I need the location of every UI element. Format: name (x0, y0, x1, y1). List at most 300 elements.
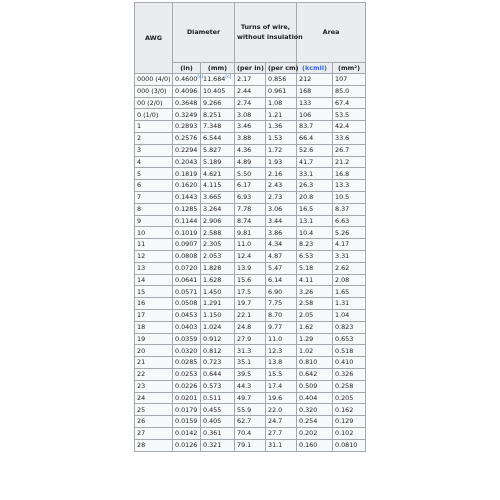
cell-value: 1.31 (335, 299, 350, 308)
cell-value: 0.3648 (175, 98, 198, 107)
table-row (135, 309, 366, 321)
cell-value: 8.23 (299, 240, 314, 249)
cell-value: 8.37 (335, 204, 350, 213)
cell-mm2 (333, 416, 366, 428)
cell-mm (201, 357, 235, 369)
cell-value: 55.9 (237, 405, 252, 414)
cell-per-cm (266, 97, 297, 109)
cell-value: 66.4 (299, 134, 314, 143)
table-row (135, 392, 366, 404)
cell-value: 1.628 (203, 275, 222, 284)
cell-awg (135, 109, 173, 121)
cell-value: 35.1 (237, 358, 252, 367)
cell-value: 27 (137, 429, 146, 438)
cell-per-cm (266, 286, 297, 298)
cell-value: 14 (137, 275, 146, 284)
cell-per-cm (266, 132, 297, 144)
cell-mm (201, 286, 235, 298)
cell-value: 0.0179 (175, 405, 198, 414)
cell-mm2 (333, 156, 366, 168)
cell-kcmil (297, 74, 333, 86)
cell-value: 133 (299, 98, 312, 107)
cell-in (173, 345, 201, 357)
cell-value: 85.0 (335, 86, 350, 95)
cell-value: 00 (2/0) (137, 98, 163, 107)
cell-value: 8 (137, 204, 142, 213)
cell-kcmil (297, 191, 333, 203)
cell-mm2 (333, 250, 366, 262)
cell-per-in (235, 250, 266, 262)
cell-value: 5 (137, 169, 142, 178)
cell-value: 3.264 (203, 204, 222, 213)
cell-awg (135, 321, 173, 333)
cell-value: 0.0253 (175, 370, 198, 379)
cell-kcmil (297, 427, 333, 439)
cell-value: 4.115 (203, 181, 222, 190)
cell-value: 0.0453 (175, 311, 198, 320)
cell-awg (135, 168, 173, 180)
table-row (135, 180, 366, 192)
cell-kcmil (297, 132, 333, 144)
cell-mm2 (333, 85, 366, 97)
header-awg: AWG (135, 3, 173, 74)
cell-mm (201, 321, 235, 333)
cell-mm2 (333, 191, 366, 203)
cell-awg (135, 203, 173, 215)
cell-value: 1.53 (268, 134, 283, 143)
cell-value: 0 (1/0) (137, 110, 159, 119)
cell-value: 8.74 (237, 216, 252, 225)
cell-value: 4.621 (203, 169, 222, 178)
cell-mm2 (333, 132, 366, 144)
table-row (135, 109, 366, 121)
cell-mm2 (333, 298, 366, 310)
cell-value: 2.74 (237, 98, 252, 107)
cell-value: 13.8 (268, 358, 283, 367)
cell-kcmil (297, 345, 333, 357)
table-row (135, 427, 366, 439)
cell-value: 6.93 (237, 193, 252, 202)
table-body (135, 74, 366, 452)
cell-value: 2.16 (268, 169, 283, 178)
cell-value: 4.89 (237, 157, 252, 166)
table-row (135, 215, 366, 227)
cell-value: 67.4 (335, 98, 350, 107)
cell-value: 0.1144 (175, 216, 198, 225)
cell-awg (135, 227, 173, 239)
cell-in (173, 132, 201, 144)
cell-value: 17 (137, 311, 146, 320)
cell-value: 3.665 (203, 193, 222, 202)
cell-value: 24.7 (268, 417, 283, 426)
cell-in (173, 250, 201, 262)
cell-mm (201, 427, 235, 439)
cell-mm (201, 404, 235, 416)
cell-value: 9.77 (268, 322, 283, 331)
cell-value: 2.588 (203, 228, 222, 237)
footnote-link[interactable]: [c] (197, 75, 204, 81)
cell-per-cm (266, 144, 297, 156)
cell-value: 0.2576 (175, 134, 198, 143)
awg-table-container (134, 2, 365, 452)
cell-mm (201, 144, 235, 156)
cell-in (173, 203, 201, 215)
cell-value: 53.5 (335, 110, 350, 119)
cell-in (173, 274, 201, 286)
cell-value: 0.810 (299, 358, 318, 367)
cell-value: 2.05 (299, 311, 314, 320)
cell-value: 19.7 (237, 299, 252, 308)
cell-kcmil (297, 404, 333, 416)
cell-mm (201, 309, 235, 321)
cell-per-in (235, 203, 266, 215)
cell-awg (135, 439, 173, 451)
cell-per-cm (266, 309, 297, 321)
cell-value: 9 (137, 216, 142, 225)
cell-value: 0.4096 (175, 86, 198, 95)
cell-kcmil (297, 109, 333, 121)
cell-in (173, 262, 201, 274)
cell-value: 2.43 (268, 181, 283, 190)
cell-awg (135, 357, 173, 369)
cell-value: 5.18 (299, 263, 314, 272)
footnote-link[interactable]: [c] (225, 75, 232, 81)
cell-value: 0.4600 (175, 75, 198, 84)
cell-value: 5.26 (335, 228, 350, 237)
cell-value: 33.6 (335, 134, 350, 143)
cell-awg (135, 427, 173, 439)
cell-value: 20 (137, 346, 146, 355)
cell-kcmil (297, 368, 333, 380)
cell-value: 0.0201 (175, 393, 198, 402)
cell-value: 0.205 (335, 393, 354, 402)
cell-value: 8.251 (203, 110, 222, 119)
cell-awg (135, 298, 173, 310)
cell-value: 10 (137, 228, 146, 237)
cell-value: 0.511 (203, 393, 222, 402)
cell-value: 41.7 (299, 157, 314, 166)
cell-kcmil (297, 250, 333, 262)
cell-value: 33.1 (299, 169, 314, 178)
cell-mm (201, 121, 235, 133)
cell-value: 0.0159 (175, 417, 198, 426)
cell-value: 7 (137, 193, 142, 202)
cell-value: 27.9 (237, 334, 252, 343)
cell-value: 1.828 (203, 263, 222, 272)
cell-in (173, 321, 201, 333)
cell-value: 39.5 (237, 370, 252, 379)
cell-in (173, 215, 201, 227)
table-row (135, 404, 366, 416)
cell-mm2 (333, 368, 366, 380)
cell-mm (201, 156, 235, 168)
header-area: Area (297, 3, 366, 63)
cell-in (173, 439, 201, 451)
header-turns-line2: without insulation (237, 32, 303, 41)
cell-value: 5.50 (237, 169, 252, 178)
cell-mm2 (333, 286, 366, 298)
cell-awg (135, 74, 173, 86)
cell-value: 22.0 (268, 405, 283, 414)
cell-value: 000 (3/0) (137, 86, 167, 95)
cell-mm2 (333, 74, 366, 86)
table-row (135, 298, 366, 310)
cell-mm2 (333, 274, 366, 286)
cell-mm (201, 203, 235, 215)
cell-mm2 (333, 180, 366, 192)
cell-awg (135, 404, 173, 416)
cell-value: 2.906 (203, 216, 222, 225)
awg-wire-gauge-table (134, 2, 366, 452)
cell-mm2 (333, 380, 366, 392)
cell-mm2 (333, 262, 366, 274)
cell-value: 5.47 (268, 263, 283, 272)
cell-value: 0.2043 (175, 157, 198, 166)
cell-value: 17.4 (268, 381, 283, 390)
cell-in (173, 333, 201, 345)
cell-value: 0.321 (203, 440, 222, 449)
cell-kcmil (297, 357, 333, 369)
cell-value: 0.254 (299, 417, 318, 426)
cell-mm (201, 215, 235, 227)
cell-value: 106 (299, 110, 312, 119)
cell-in (173, 109, 201, 121)
cell-in (173, 286, 201, 298)
cell-value: 3.86 (268, 228, 283, 237)
cell-value: 0.573 (203, 381, 222, 390)
cell-mm2 (333, 392, 366, 404)
cell-value: 7.348 (203, 122, 222, 131)
cell-in (173, 227, 201, 239)
cell-in (173, 144, 201, 156)
cell-per-in (235, 404, 266, 416)
cell-awg (135, 333, 173, 345)
cell-value: 2.44 (237, 86, 252, 95)
cell-in (173, 392, 201, 404)
cell-kcmil (297, 227, 333, 239)
cell-value: 6.544 (203, 134, 222, 143)
table-row (135, 85, 366, 97)
cell-value: 6 (137, 181, 142, 190)
cell-mm2 (333, 109, 366, 121)
cell-per-in (235, 215, 266, 227)
cell-per-cm (266, 239, 297, 251)
table-row (135, 380, 366, 392)
cell-awg (135, 345, 173, 357)
cell-value: 79.1 (237, 440, 252, 449)
cell-mm2 (333, 404, 366, 416)
cell-in (173, 74, 204, 86)
cell-value: 9.81 (237, 228, 252, 237)
cell-per-cm (266, 368, 297, 380)
cell-mm2 (333, 357, 366, 369)
table-row (135, 250, 366, 262)
table-row (135, 368, 366, 380)
cell-value: 21 (137, 358, 146, 367)
cell-awg (135, 368, 173, 380)
cell-per-in (235, 345, 266, 357)
cell-value: 0.202 (299, 429, 318, 438)
cell-mm (201, 439, 235, 451)
cell-mm (201, 227, 235, 239)
cell-value: 0.0359 (175, 334, 198, 343)
cell-per-cm (266, 191, 297, 203)
cell-value: 0.0641 (175, 275, 198, 284)
cell-per-cm (266, 392, 297, 404)
cell-value: 28 (137, 440, 146, 449)
cell-value: 0.0810 (335, 440, 358, 449)
cell-mm (201, 180, 235, 192)
cell-value: 1.65 (335, 287, 350, 296)
cell-awg (135, 262, 173, 274)
cell-value: 16.8 (335, 169, 350, 178)
cell-per-cm (266, 180, 297, 192)
cell-value: 19 (137, 334, 146, 343)
cell-in (173, 97, 201, 109)
cell-kcmil (297, 85, 333, 97)
cell-kcmil (297, 239, 333, 251)
cell-value: 13.9 (237, 263, 252, 272)
cell-value: 24.8 (237, 322, 252, 331)
cell-value: 0.1019 (175, 228, 198, 237)
cell-mm2 (333, 144, 366, 156)
cell-kcmil (297, 121, 333, 133)
cell-per-in (235, 286, 266, 298)
cell-value: 2.73 (268, 193, 283, 202)
cell-mm (201, 416, 235, 428)
cell-in (173, 380, 201, 392)
cell-per-cm (266, 345, 297, 357)
cell-value: 6.90 (268, 287, 283, 296)
cell-mm (201, 239, 235, 251)
cell-mm (201, 168, 235, 180)
cell-kcmil (297, 156, 333, 168)
table-row (135, 286, 366, 298)
cell-mm2 (333, 345, 366, 357)
cell-in (173, 309, 201, 321)
cell-value: 1.291 (203, 299, 222, 308)
cell-kcmil (297, 203, 333, 215)
cell-value: 0.0403 (175, 322, 198, 331)
cell-per-cm (266, 404, 297, 416)
cell-value: 42.4 (335, 122, 350, 131)
cell-per-cm (266, 262, 297, 274)
cell-value: 212 (299, 75, 312, 84)
cell-value: 1.21 (268, 110, 283, 119)
cell-per-in (235, 109, 266, 121)
table-row (135, 144, 366, 156)
cell-per-in (235, 368, 266, 380)
cell-per-cm (266, 357, 297, 369)
table-row (135, 203, 366, 215)
cell-value: 11.0 (237, 240, 252, 249)
cell-per-cm (266, 215, 297, 227)
table-header (135, 3, 366, 74)
cell-value: 13.1 (299, 216, 314, 225)
cell-value: 4.34 (268, 240, 283, 249)
cell-mm (201, 97, 235, 109)
cell-awg (135, 380, 173, 392)
cell-mm (201, 74, 235, 86)
cell-kcmil (297, 392, 333, 404)
cell-per-in (235, 132, 266, 144)
cell-in (173, 180, 201, 192)
cell-value: 3.31 (335, 252, 350, 261)
cell-kcmil (297, 286, 333, 298)
cell-mm (201, 132, 235, 144)
cell-value: 20.8 (299, 193, 314, 202)
unit-in: (in) (173, 63, 201, 74)
cell-per-in (235, 191, 266, 203)
cell-per-cm (266, 274, 297, 286)
cell-value: 1.08 (268, 98, 283, 107)
cell-value: 2 (137, 134, 142, 143)
cell-value: 24 (137, 393, 146, 402)
cell-value: 27.7 (268, 429, 283, 438)
cell-value: 3.46 (237, 122, 252, 131)
cell-value: 1.29 (299, 334, 314, 343)
cell-value: 0.0226 (175, 381, 198, 390)
cell-value: 7.78 (237, 204, 252, 213)
cell-per-in (235, 168, 266, 180)
cell-value: 0.1819 (175, 169, 198, 178)
cell-in (173, 168, 201, 180)
table-row (135, 345, 366, 357)
cell-value: 1.02 (299, 346, 314, 355)
header-turns (235, 3, 303, 63)
cell-per-in (235, 74, 266, 86)
table-row (135, 239, 366, 251)
table-row (135, 168, 366, 180)
cell-value: 12.3 (268, 346, 283, 355)
cell-value: 49.7 (237, 393, 252, 402)
cell-value: 15.6 (237, 275, 252, 284)
cell-mm2 (333, 215, 366, 227)
cell-mm (201, 191, 235, 203)
cell-value: 0.912 (203, 334, 222, 343)
cell-value: 0.3249 (175, 110, 198, 119)
cell-value: 31.1 (268, 440, 283, 449)
cell-value: 17.5 (237, 287, 252, 296)
cell-value: 0.653 (335, 334, 354, 343)
cell-kcmil (297, 274, 333, 286)
cell-awg (135, 191, 173, 203)
cell-value: 26 (137, 417, 146, 426)
cell-mm2 (333, 227, 366, 239)
cell-value: 2.053 (203, 252, 222, 261)
cell-per-in (235, 427, 266, 439)
table-row (135, 439, 366, 451)
cell-value: 0.2893 (175, 122, 198, 131)
cell-value: 19.6 (268, 393, 283, 402)
cell-mm (201, 380, 235, 392)
cell-per-in (235, 274, 266, 286)
unit-kcmil-link[interactable]: (kcmil) (297, 63, 333, 74)
cell-value: 0.455 (203, 405, 222, 414)
cell-mm (201, 345, 235, 357)
cell-value: 0.162 (335, 405, 354, 414)
cell-value: 2.58 (299, 299, 314, 308)
unit-mm: (mm) (201, 63, 235, 74)
cell-in (173, 85, 201, 97)
cell-per-in (235, 262, 266, 274)
cell-value: 1.93 (268, 157, 283, 166)
cell-value: 16 (137, 299, 146, 308)
cell-value: 7.75 (268, 299, 283, 308)
cell-mm2 (333, 121, 366, 133)
cell-value: 0.1285 (175, 204, 198, 213)
cell-per-cm (266, 156, 297, 168)
